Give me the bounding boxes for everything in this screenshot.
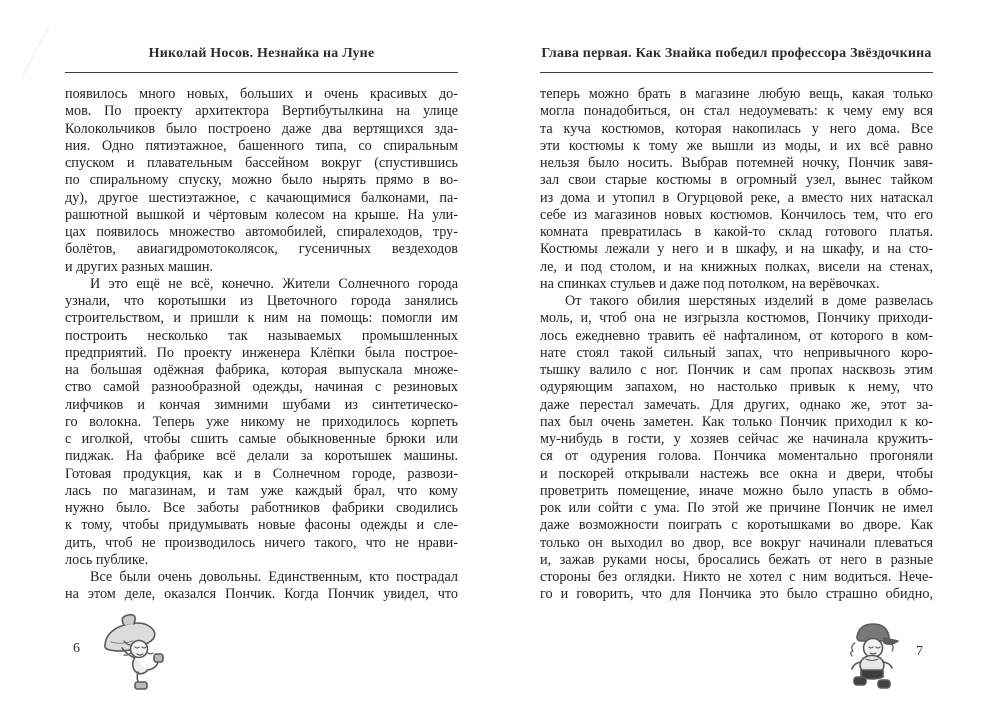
left-page [65, 0, 458, 713]
text-line: к тому, чтобы придумывать новые фасоны одежды и сле- [65, 517, 458, 534]
text-line: Готовая продукция, как и в Солнечном городе, развози- [65, 465, 458, 482]
text-line: нельзя было носить. Выбрав потемней ночку, Пончик завя- [540, 155, 933, 171]
text-line: предприятий. По проекту инженера Клёпки была построе- [65, 344, 458, 361]
text-line: могла понадобиться, он стал недоумевать: к чему ему вся [540, 103, 933, 120]
text-line: ся от одурения голова. Пончика моментально прогоняли [540, 448, 933, 465]
text-line: го волокна. Теперь уже никому не приходилось корпеть [65, 413, 458, 430]
text-line: даже возможности поиграть с коротышками во дворе. Как [540, 517, 933, 534]
text-line: мов. По проекту архитектора Вертибутылкина на улице [65, 103, 458, 120]
text-line: узнали, что коротышки из Цветочного города занялись [65, 293, 458, 309]
text-line: Все были очень довольны. Единственным, кто пострадал [90, 569, 458, 585]
text-line: только он выходил во двор, все вокруг начинали плеваться [540, 534, 933, 551]
text-line: по спиральному спуску, можно было нырять прямо в во- [65, 172, 458, 189]
text-line: рок или сойти с ума. По этой же причине Пончик не имел [540, 500, 933, 516]
text-line: Колокольчиков было построено даже два вертящихся зда- [65, 120, 458, 137]
text-line: строительством, и пришли к ним на помощь: помогли им [65, 310, 458, 327]
text-line: нате стоял такой сильный запах, что непривычного коро- [540, 344, 933, 361]
text-line: из дома и утопил в Огурцовой реке, а вместо них натаскал [540, 189, 933, 206]
paragraph [540, 86, 933, 293]
text-line: лась по магазинам, и там уже каждый брал, что кому [65, 482, 458, 499]
text-line: ле, и под столом, и на книжных полках, висели на стенах, [540, 258, 933, 275]
neznaika-illustration [97, 612, 171, 697]
page-curl-mark [21, 27, 49, 79]
right-page-body [540, 86, 933, 604]
paragraph [540, 293, 933, 604]
text-line: ния. Одно пятиэтажное, башенного типа, со спиральным [65, 137, 458, 154]
left-page-body [65, 86, 458, 604]
ponchik-character-drawing [840, 618, 906, 692]
text-line: ство самой разнообразной одежды, начиная с резиновых [65, 379, 458, 396]
paragraph [65, 569, 458, 604]
text-line: себе из магазинов новых костюмов. Кончилось тем, что его [540, 206, 933, 223]
text-line: появилось много новых, больших и очень красивых до- [65, 86, 458, 102]
text-line: и, зажав руками носы, бросались бежать от него в разные [540, 551, 933, 568]
right-page [540, 0, 933, 713]
text-line: дить, чтоб не производилось ничего такого, что не нрави- [65, 534, 458, 551]
text-line: и поскорей открывали настежь все окна и двери, чтобы [540, 465, 933, 482]
text-line: та куча костюмов, которая накопилась у него дома. Все [540, 120, 933, 137]
text-line: го и говорить, что для Пончика это было страшно обидно, [540, 586, 933, 603]
text-line: лифчиков и кончая зимними шубами из синтетическо- [65, 396, 458, 413]
text-line: пиджак. На фабрике всё делали за коротышек машины. [65, 448, 458, 465]
text-line: му-нибудь в гости, у хозяев сейчас же начинала кружить- [540, 431, 933, 447]
text-line: стороны без оглядки. Никто не хотел с ним водиться. Нече- [540, 569, 933, 585]
left-header-rule [65, 72, 458, 73]
text-line: нужно было. Все заботы работников фабрики сводились [65, 500, 458, 516]
text-line: рашютной вышкой и чёртовым колесом на крыше. На ули- [65, 206, 458, 223]
paragraph [65, 276, 458, 569]
neznaika-character-drawing [97, 612, 171, 692]
text-line: От такого обилия шерстяных изделий в доме развелась [565, 293, 933, 309]
text-line: тышку валило с ног. Пончик и сам пропах насквозь этим [540, 362, 933, 378]
right-page-number: 7 [916, 644, 923, 659]
text-line: проветрить помещение, иначе можно было упасть в обмо- [540, 482, 933, 499]
left-page-number: 6 [73, 641, 80, 656]
text-line: И это ещё не всё, конечно. Жители Солнечного города [90, 275, 458, 292]
text-line: построить несколько так называемых промышленных [65, 327, 458, 344]
text-line: ду), другое шестиэтажное, с качающимися балконами, па- [65, 189, 458, 206]
text-line: лось ежедневно травить её нафталином, от которого в ком- [540, 327, 933, 344]
text-line: цах появилось множество автомобилей, спиралеходов, тру- [65, 224, 458, 240]
text-line: спуском и плавательным бассейном вокруг (спустившись [65, 155, 458, 171]
text-line: лось публике. [65, 551, 149, 568]
right-header-rule [540, 72, 933, 73]
text-line: на этом деле, оказался Пончик. Когда Пончик увидел, что [65, 586, 458, 603]
ponchik-illustration [840, 618, 906, 697]
right-running-header: Глава первая. Как Знайка победил профессора Звёздочкина [541, 46, 932, 61]
text-line: комната превратилась в какой-то склад готового платья. [540, 224, 933, 240]
text-line: теперь можно брать в магазине любую вещь, какая только [540, 86, 933, 102]
text-line: даже перестал замечать. Для других, однако же, этот за- [540, 396, 933, 413]
paragraph [65, 86, 458, 276]
text-line: одуряющим запахом, но настолько привык к нему, что [540, 379, 933, 396]
text-line: Костюмы лежали у него и в шкафу, и на шкафу, и на сто- [540, 241, 933, 258]
text-line: эти костюмы к тому же вышли из моды, и их всё равно [540, 137, 933, 154]
text-line: зал свои старые костюмы в огромный узел, вынес тайком [540, 172, 933, 189]
text-line: болётов, авиагидромотоколясок, гусеничных вездеходов [65, 241, 458, 258]
text-line: на спинках стульев и даже под потолком, на верёвочках. [540, 275, 880, 292]
text-line: с иголкой, чтобы сшить самые обыкновенные брюки или [65, 431, 458, 447]
text-line: на большая одёжная фабрика, которая выпускала множе- [65, 362, 458, 378]
text-line: моль, и, чтоб она не изгрызла костюмов, Пончику приходи- [540, 310, 933, 327]
left-running-header: Николай Носов. Незнайка на Луне [148, 46, 375, 61]
text-line: пах был очень заметен. Как только Пончик приходил к ко- [540, 413, 933, 430]
text-line: и других разных машин. [65, 258, 214, 275]
